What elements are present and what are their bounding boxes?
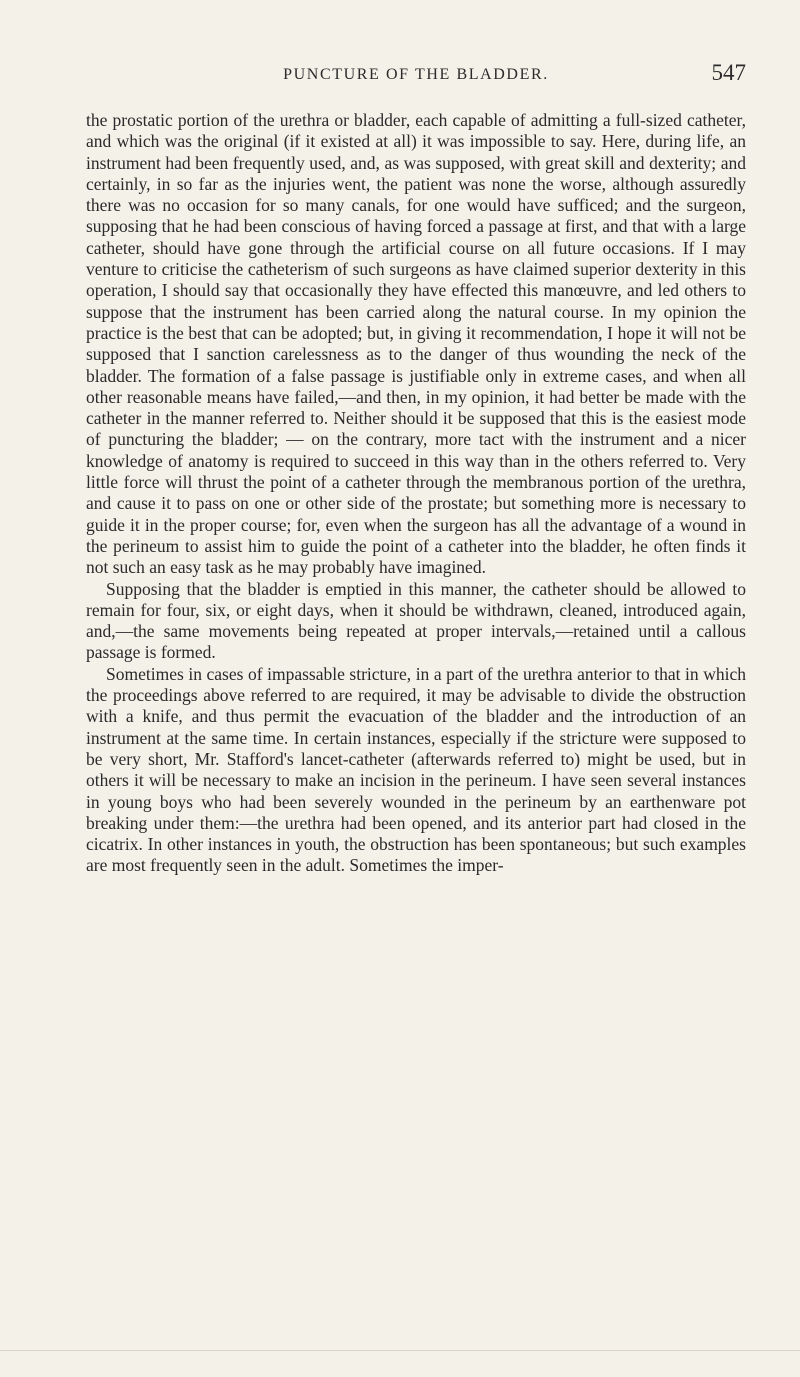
running-head: [86, 60, 746, 90]
page-number: 547: [711, 60, 746, 85]
page-bottom-edge: [0, 1350, 800, 1351]
paragraph-impassable-stricture: Sometimes in cases of impassable stricture, in a part of the urethra anterior to that in which the proceedings above referred to are required, it may be advisable to divide the obstruction with a knife, and thus permit the evacuation of the bladder and the introduction of an instrument at the same time. In certain instances, especially if the stricture were supposed to be very short, Mr. Stafford's lancet-catheter (afterwards referred to) might be used, but in others it will be necessary to make an incision in the perineum. I have seen several instances in young boys who had been severely wounded in the perineum by an earthenware pot breaking under them:—the urethra had been opened, and its anterior part had closed in the cicatrix. In other instances in youth, the obstruction has been spontaneous; but such examples are most frequently seen in the adult. Sometimes the imper-: [86, 663, 746, 876]
paragraph-catheter-retention: Supposing that the bladder is emptied in this manner, the catheter should be allowed to remain for four, six, or eight days, when it should be withdrawn, cleaned, introduced again, and,—the same movements being repeated at proper intervals,—retained until a callous passage is formed.: [86, 578, 746, 663]
body-text: [86, 110, 746, 877]
paragraph-continued: the prostatic portion of the urethra or bladder, each capable of admitting a full-sized catheter, and which was the original (if it existed at all) it was impossible to say. Here, during life, an instrument had been frequently used, and, as was supposed, with great skill and dexterity; and certainly, in so far as the injuries went, the patient was none the worse, although assuredly there was no occasion for so many canals, for one would have sufficed; and the surgeon, supposing that he had been conscious of having forced a passage at first, and that with a large catheter, should have gone through the artificial course on all future occasions. If I may venture to criticise the catheterism of such surgeons as have claimed superior dexterity in this operation, I should say that occasionally they have effected this manœuvre, and led others to suppose that the instrument has been carried along the natural course. In my opinion the practice is the best that can be adopted; but, in giving it recommendation, I hope it will not be supposed that I sanction carelessness as to the danger of thus wounding the neck of the bladder. The formation of a false passage is justifiable only in extreme cases, and when all other reasonable means have failed,—and then, in my opinion, it had better be made with the catheter in the manner referred to. Neither should it be supposed that this is the easiest mode of puncturing the bladder; — on the contrary, more tact with the instrument and a nicer knowledge of anatomy is required to succeed in this way than in the others referred to. Very little force will thrust the point of a catheter through the membranous portion of the urethra, and cause it to pass on one or other side of the prostate; but something more is necessary to guide it in the proper course; for, even when the surgeon has all the advantage of a wound in the perineum to assist him to guide the point of a catheter into the bladder, he often finds it not such an easy task as he may probably have imagined.: [86, 110, 746, 578]
running-title: PUNCTURE OF THE BLADDER.: [283, 66, 549, 83]
